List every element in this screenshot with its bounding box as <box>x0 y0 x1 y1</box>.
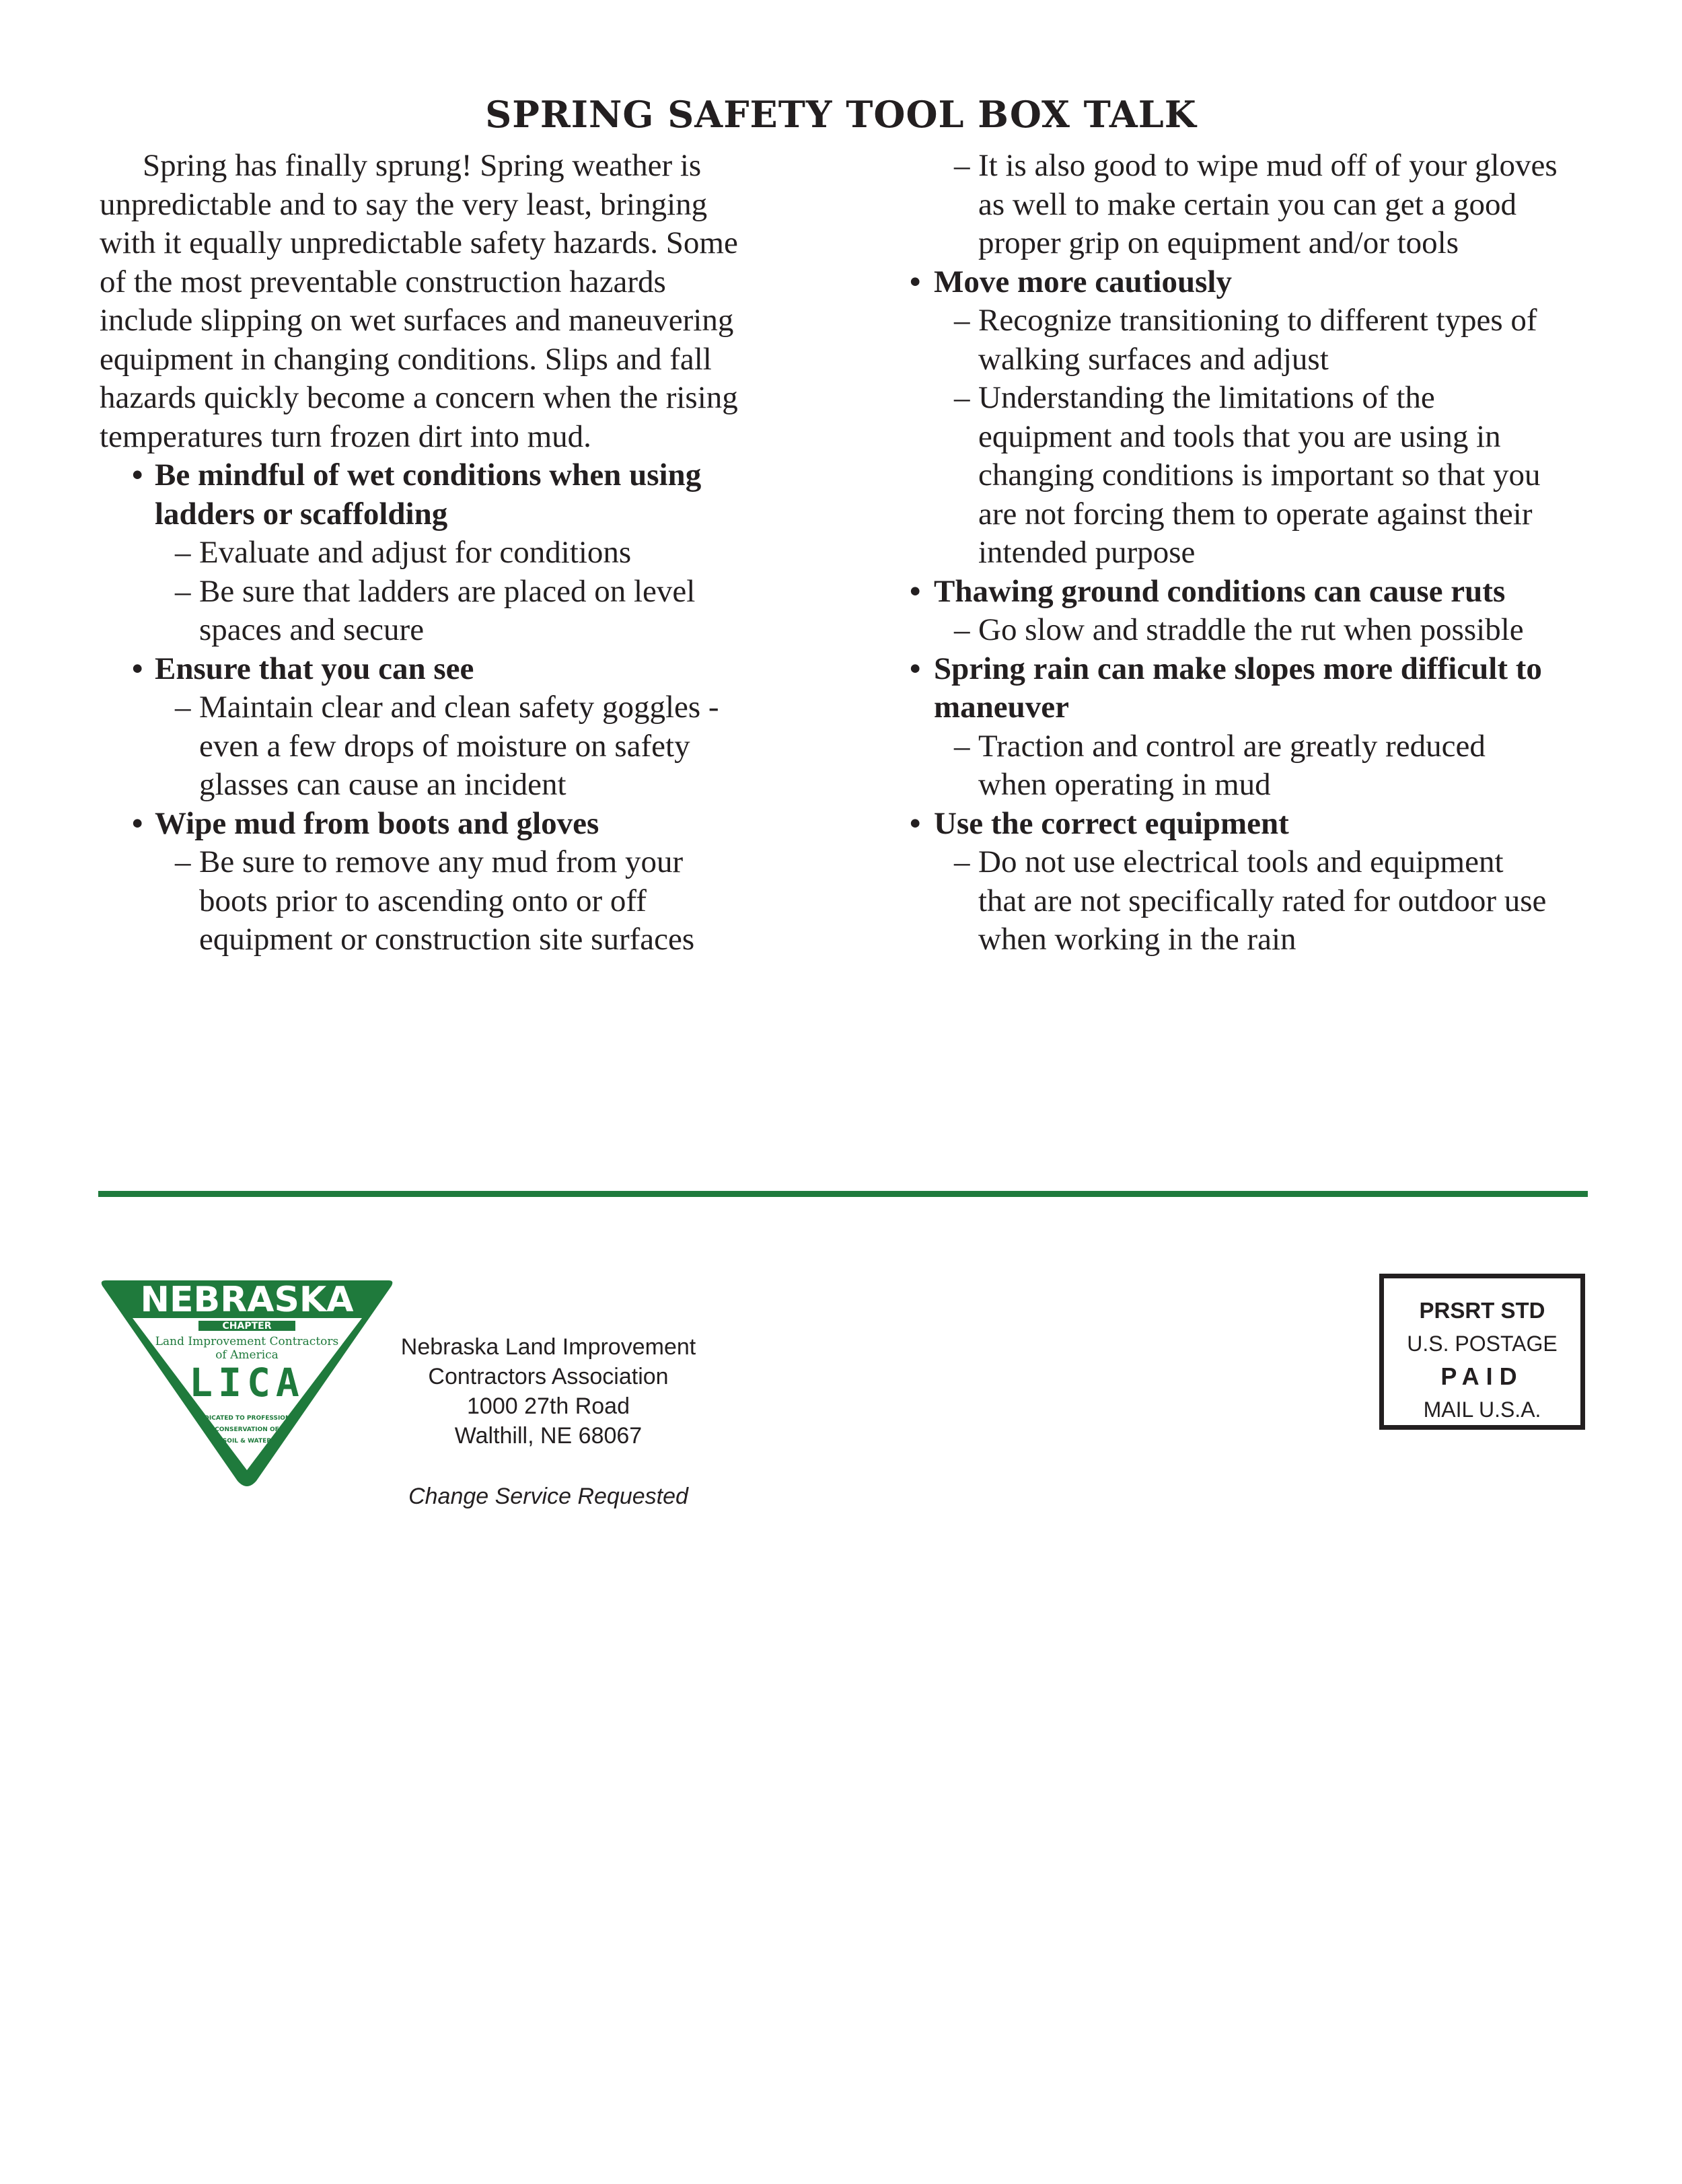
bullet-heading <box>907 573 1586 612</box>
list-line: – It is also good to wipe mud off of your gloves <box>978 148 1558 183</box>
list-line: when operating in mud <box>978 767 1271 802</box>
list-line: proper grip on equipment and/or tools <box>978 225 1459 260</box>
list-line: equipment and tools that you are using in <box>978 418 1501 454</box>
logo-motto-line1: DEDICATED TO PROFESSIONAL <box>194 1415 299 1422</box>
list-line: – Go slow and straddle the rut when possible <box>978 612 1524 647</box>
sub-item <box>100 843 779 959</box>
return-address <box>377 1332 720 1451</box>
list-line: are not forcing them to operate against their <box>978 496 1533 532</box>
postage-line-1: PRSRT STD <box>1419 1298 1545 1323</box>
list-line: • Wipe mud from boots and gloves <box>155 805 599 841</box>
logo-state: NEBRASKA <box>140 1280 354 1320</box>
list-line: maneuver <box>934 690 1070 725</box>
list-line: intended purpose <box>978 535 1196 570</box>
bullet-heading <box>100 805 779 844</box>
list-line: equipment or construction site surfaces <box>199 922 695 957</box>
intro-line: with it equally unpredictable safety hazards. Some <box>100 225 738 260</box>
bullet-heading <box>907 650 1586 727</box>
list-line: – Evaluate and adjust for conditions <box>199 535 632 570</box>
intro-line: include slipping on wet surfaces and maneuvering <box>100 303 734 338</box>
sub-item <box>907 843 1586 959</box>
list-line: • Ensure that you can see <box>155 651 474 686</box>
page-title: SPRING SAFETY TOOL BOX TALK <box>485 93 1197 136</box>
sub-item <box>907 147 1586 263</box>
bullet-heading <box>100 650 779 689</box>
intro-line: Spring has finally sprung! Spring weather is <box>143 148 702 183</box>
intro-line: unpredictable and to say the very least, bringing <box>100 186 708 222</box>
bullet-heading <box>100 456 779 534</box>
address-line-1: Nebraska Land Improvement <box>400 1334 696 1360</box>
list-line: when working in the rain <box>978 922 1296 957</box>
sub-item <box>907 727 1586 805</box>
list-line: ladders or scaffolding <box>155 496 448 532</box>
list-line: glasses can cause an incident <box>199 767 566 802</box>
list-line: boots prior to ascending onto or off <box>199 883 647 918</box>
bullet-heading <box>907 805 1586 844</box>
postage-line-3: PAID <box>1440 1362 1524 1390</box>
sub-item <box>907 379 1586 573</box>
list-line: • Move more cautiously <box>934 264 1232 299</box>
list-line: – Be sure to remove any mud from your <box>199 844 684 879</box>
sub-item <box>100 573 779 650</box>
postage-indicia <box>1379 1274 1585 1430</box>
postage-line-4: MAIL U.S.A. <box>1423 1397 1541 1422</box>
intro-paragraph <box>100 147 779 456</box>
list-line: as well to make certain you can get a good <box>978 186 1517 222</box>
logo-org-line2: of America <box>215 1348 279 1362</box>
logo-acronym: LICA <box>189 1360 305 1406</box>
list-line: • Thawing ground conditions can cause ruts <box>934 573 1506 609</box>
intro-line: temperatures turn frozen dirt into mud. <box>100 418 591 454</box>
list-line: • Be mindful of wet conditions when using <box>155 458 702 493</box>
intro-line: hazards quickly become a concern when the rising <box>100 380 738 415</box>
intro-line: equipment in changing conditions. Slips and fall <box>100 341 712 377</box>
divider-rule <box>98 1191 1588 1197</box>
list-line: spaces and secure <box>199 612 425 647</box>
service-note: Change Service Requested <box>408 1484 688 1509</box>
list-line: even a few drops of moisture on safety <box>199 728 690 764</box>
left-list <box>100 456 779 959</box>
address-line-2: Contractors Association <box>428 1364 669 1389</box>
intro-line: of the most preventable construction hazards <box>100 264 666 299</box>
list-line: walking surfaces and adjust <box>978 341 1329 377</box>
list-line: – Be sure that ladders are placed on level <box>199 573 696 609</box>
address-line-4: Walthill, NE 68067 <box>454 1423 643 1449</box>
list-line: • Spring rain can make slopes more difficult to <box>934 651 1542 686</box>
sub-item <box>907 301 1586 379</box>
logo-org-line1: Land Improvement Contractors <box>155 1335 339 1348</box>
logo-chapter-label: CHAPTER <box>222 1321 272 1332</box>
logo-motto-line2: CONSERVATION OF <box>215 1426 279 1433</box>
right-column <box>907 147 1586 959</box>
list-line: changing conditions is important so that you <box>978 458 1541 493</box>
right-list <box>907 147 1586 959</box>
list-line: – Recognize transitioning to different types of <box>978 303 1537 338</box>
lica-logo <box>98 1275 397 1489</box>
list-line: – Do not use electrical tools and equipment <box>978 844 1504 879</box>
list-line: – Understanding the limitations of the <box>978 380 1435 415</box>
list-line: – Traction and control are greatly reduced <box>978 728 1486 764</box>
sub-item <box>907 611 1586 650</box>
sub-item <box>100 534 779 573</box>
sub-item <box>100 688 779 805</box>
list-line: that are not specifically rated for outdoor use <box>978 883 1547 918</box>
bullet-heading <box>907 263 1586 302</box>
postage-line-2: U.S. POSTAGE <box>1407 1332 1558 1356</box>
list-line: – Maintain clear and clean safety goggles - <box>199 690 719 725</box>
left-column <box>100 147 779 959</box>
list-line: • Use the correct equipment <box>934 805 1289 841</box>
logo-motto-line3: SOIL & WATER <box>222 1438 272 1445</box>
address-line-3: 1000 27th Road <box>467 1393 630 1419</box>
